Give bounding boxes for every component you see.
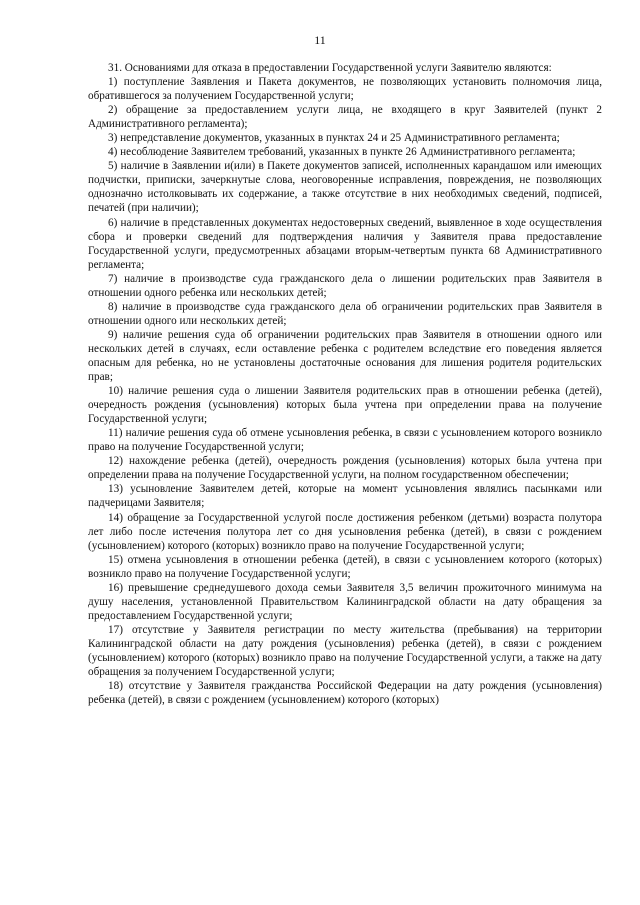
- paragraph-item-4: 4) несоблюдение Заявителем требований, указанных в пункте 26 Административного регламента;: [108, 146, 576, 159]
- paragraph-item-17: 17) отсутствие у Заявителя регистрации по месту жительства (пребывания) на территории Калининградской области на дату рождения (усыновления) ребенка (детей), в связи с рождением (усыновлением) которого (которых) возникло право на получение Государственной услуги, а также на дату обращения за получением Государственной услуги;: [88, 623, 602, 679]
- paragraph-item-18: 18) отсутствие у Заявителя гражданства Российской Федерации на дату рождения (усыновления) ребенка (детей), в связи с рождением (усыновлением) которого (которых): [88, 680, 602, 707]
- paragraph-item-9: 9) наличие решения суда об ограничении родительских прав Заявителя в отношении одного или нескольких детей в случаях, если оставление ребенка с родителем вследствие его поведения является опасным для ребенка, но не установлены достаточные основания для лишения родителя родительских прав;: [88, 328, 602, 384]
- page-number: 11: [314, 33, 326, 47]
- paragraph-item-6: 6) наличие в представленных документах недостоверных сведений, выявленное в ходе осуществления сбора и проверки сведений для подтверждения наличия у Заявителя права предоставление Государственной услуги, предусмотренных абзацами вторым-четвертым пункта 68 Административного регламента;: [88, 216, 602, 271]
- paragraph-item-2: 2) обращение за предоставлением услуги лица, не входящего в круг Заявителей (пункт 2 Административного регламента);: [88, 104, 602, 131]
- paragraph-item-8: 8) наличие в производстве суда гражданского дела об ограничении родительских прав Заявителя в отношении одного или нескольких детей;: [88, 300, 602, 327]
- paragraph-item-7: 7) наличие в производстве суда гражданского дела о лишении родительских прав Заявителя в отношении одного ребенка или нескольких детей;: [88, 272, 602, 299]
- paragraph-item-11: 11) наличие решения суда об отмене усыновления ребенка, в связи с усыновлением которого возникло право на получение Государственной услуги;: [88, 427, 602, 454]
- paragraph-item-13: 13) усыновление Заявителем детей, которые на момент усыновления являлись пасынками или падчерицами Заявителя;: [88, 483, 602, 510]
- paragraph-item-10: 10) наличие решения суда о лишении Заявителя родительских прав в отношении ребенка (детей), очередность рождения (усыновления) которых была учтена при определении права на получение Государственной услуги;: [88, 385, 602, 426]
- paragraph-item-15: 15) отмена усыновления в отношении ребенка (детей), в связи с усыновлением которого (которых) возникло право на получение Государственной услуги;: [88, 553, 602, 580]
- paragraph-item-12: 12) нахождение ребенка (детей), очередность рождения (усыновления) которых была учтена при определении права на получение Государственной услуги, на полном государственном обеспечении;: [88, 455, 602, 482]
- paragraph-item-14: 14) обращение за Государственной услугой после достижения ребенком (детьми) возраста полутора лет либо после истечения полутора лет со дня усыновления ребенка (детей), в связи с рождением (усыновлением) которого (которых) возникло право на получение Государственной услуги;: [88, 511, 602, 552]
- paragraph-item-3: 3) непредставление документов, указанных в пунктах 24 и 25 Административного регламента;: [108, 132, 560, 145]
- paragraph-item-1: 1) поступление Заявления и Пакета документов, не позволяющих установить полномочия лица, обратившегося за получением Государственной услуги;: [88, 76, 602, 103]
- document-body: [88, 61, 602, 707]
- paragraph-item-16: 16) превышение среднедушевого дохода семьи Заявителя 3,5 величин прожиточного минимума на душу населения, установленной Правительством Калининградской области на дату обращения за предоставлением Государственной услуги;: [88, 581, 602, 622]
- paragraph-item-5: 5) наличие в Заявлении и(или) в Пакете документов записей, исполненных карандашом или имеющих подчистки, приписки, зачеркнутые слова, неоговоренные исправления, повреждения, не позволяющих однозначно истолковывать их содержание, а также отсутствие в них необходимых сведений, подписей, печатей (при наличии);: [88, 160, 602, 215]
- paragraph-31-intro: 31. Основаниями для отказа в предоставлении Государственной услуги Заявителю являются:: [108, 62, 552, 74]
